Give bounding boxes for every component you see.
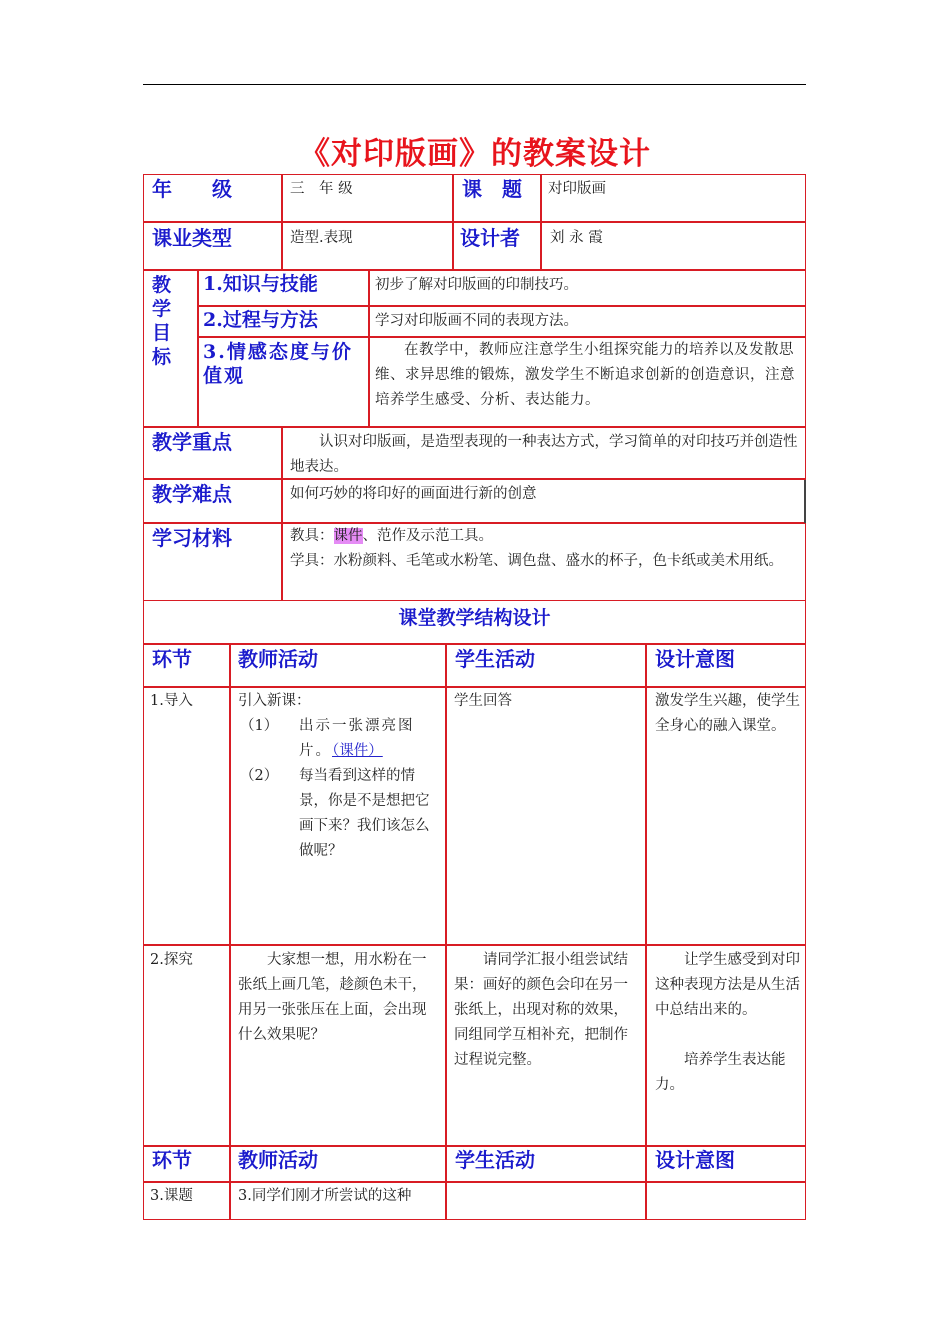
row2-student: 请同学汇报小组尝试结果：画好的颜色会印在另一张纸上，出现对称的效果，同组同学互相补充，把制作过程说完整。	[454, 952, 628, 1068]
difficulty-label: 教学难点	[152, 482, 232, 506]
materials-teacher	[290, 524, 800, 549]
col-student-repeat: 学生活动	[455, 1148, 535, 1172]
row3-stage: 3.课题	[150, 1188, 193, 1204]
objective-2-label: 2.过程与方法	[203, 309, 318, 331]
row1-item2-num: （2）	[240, 768, 279, 784]
structure-title: 课堂教学结构设计	[398, 607, 551, 629]
col-teacher-repeat: 教师活动	[238, 1148, 318, 1172]
row1-intent: 激发学生兴趣，使学生全身心的融入课堂。	[655, 693, 800, 734]
col-stage-repeat: 环节	[152, 1148, 192, 1172]
type-label: 课业类型	[152, 226, 232, 250]
col-intent-repeat: 设计意图	[655, 1148, 735, 1172]
row1-stage: 1.导入	[150, 693, 193, 709]
row2-teacher: 大家想一想，用水粉在一张纸上画几笔，趁颜色未干，用另一张张压在上面，会出现什么效果呢？	[238, 952, 427, 1043]
row2-intent-2: 培养学生表达能力。	[655, 1052, 786, 1093]
topic-value: 对印版画	[548, 181, 606, 197]
objective-1-text: 初步了解对印版画的印制技巧。	[375, 277, 578, 293]
row1-item1-body: 出示一张漂亮图片。	[299, 718, 415, 759]
col-student: 学生活动	[455, 647, 535, 671]
row1-student: 学生回答	[454, 693, 512, 709]
materials-teacher-prefix: 教具：	[290, 528, 334, 544]
topic-label: 课 题	[462, 177, 522, 201]
row1-item1-num: （1）	[240, 718, 279, 734]
materials-student: 学具：水粉颜料、毛笔或水粉笔、调色盘、盛水的杯子，色卡纸或美术用纸。	[290, 553, 783, 569]
type-value: 造型.表现	[290, 230, 353, 246]
materials-label: 学习材料	[152, 526, 232, 550]
row1-teacher-intro: 引入新课：	[238, 693, 311, 709]
row3-teacher: 3.同学们刚才所尝试的这种	[238, 1188, 412, 1204]
col-intent: 设计意图	[655, 647, 735, 671]
designer-value: 刘 永 霞	[550, 230, 603, 246]
objectives-label: 教学目标	[152, 274, 172, 368]
row2-stage: 2.探究	[150, 952, 193, 968]
row1-item1-text	[299, 714, 439, 764]
col-teacher: 教师活动	[238, 647, 318, 671]
header-rule	[143, 84, 806, 85]
grade-value: 三 年 级	[290, 181, 353, 197]
objective-3-label: 3.情感态度与价值观	[203, 341, 353, 387]
row1-item2-text: 每当看到这样的情景，你是不是想把它画下来？我们该怎么做呢？	[299, 768, 430, 859]
key-point-label: 教学重点	[152, 430, 232, 454]
grade-label: 年 级	[152, 177, 232, 201]
difficulty-text: 如何巧妙的将印好的画面进行新的创意	[290, 486, 537, 502]
col-stage: 环节	[152, 647, 192, 671]
materials-teacher-rest: 、范作及示范工具。	[362, 528, 493, 544]
objective-1-label: 1.知识与技能	[203, 273, 318, 295]
objective-2-text: 学习对印版画不同的表现方法。	[375, 313, 578, 329]
row2-intent-1: 让学生感受到对印这种表现方法是从生活中总结出来的。	[655, 952, 800, 1018]
designer-label: 设计者	[460, 226, 520, 250]
courseware-highlight: 课件	[333, 528, 363, 544]
page-title: 《对印版画》的教案设计	[299, 136, 651, 172]
courseware-link[interactable]: （课件）	[332, 743, 383, 759]
objective-3-text: 在教学中，教师应注意学生小组探究能力的培养以及发散思维、求异思维的锻炼，激发学生不断追求创新的创造意识，注意培养学生感受、分析、表达能力。	[375, 342, 795, 408]
key-point-text: 认识对印版画，是造型表现的一种表达方式，学习简单的对印技巧并创造性地表达。	[290, 434, 798, 475]
